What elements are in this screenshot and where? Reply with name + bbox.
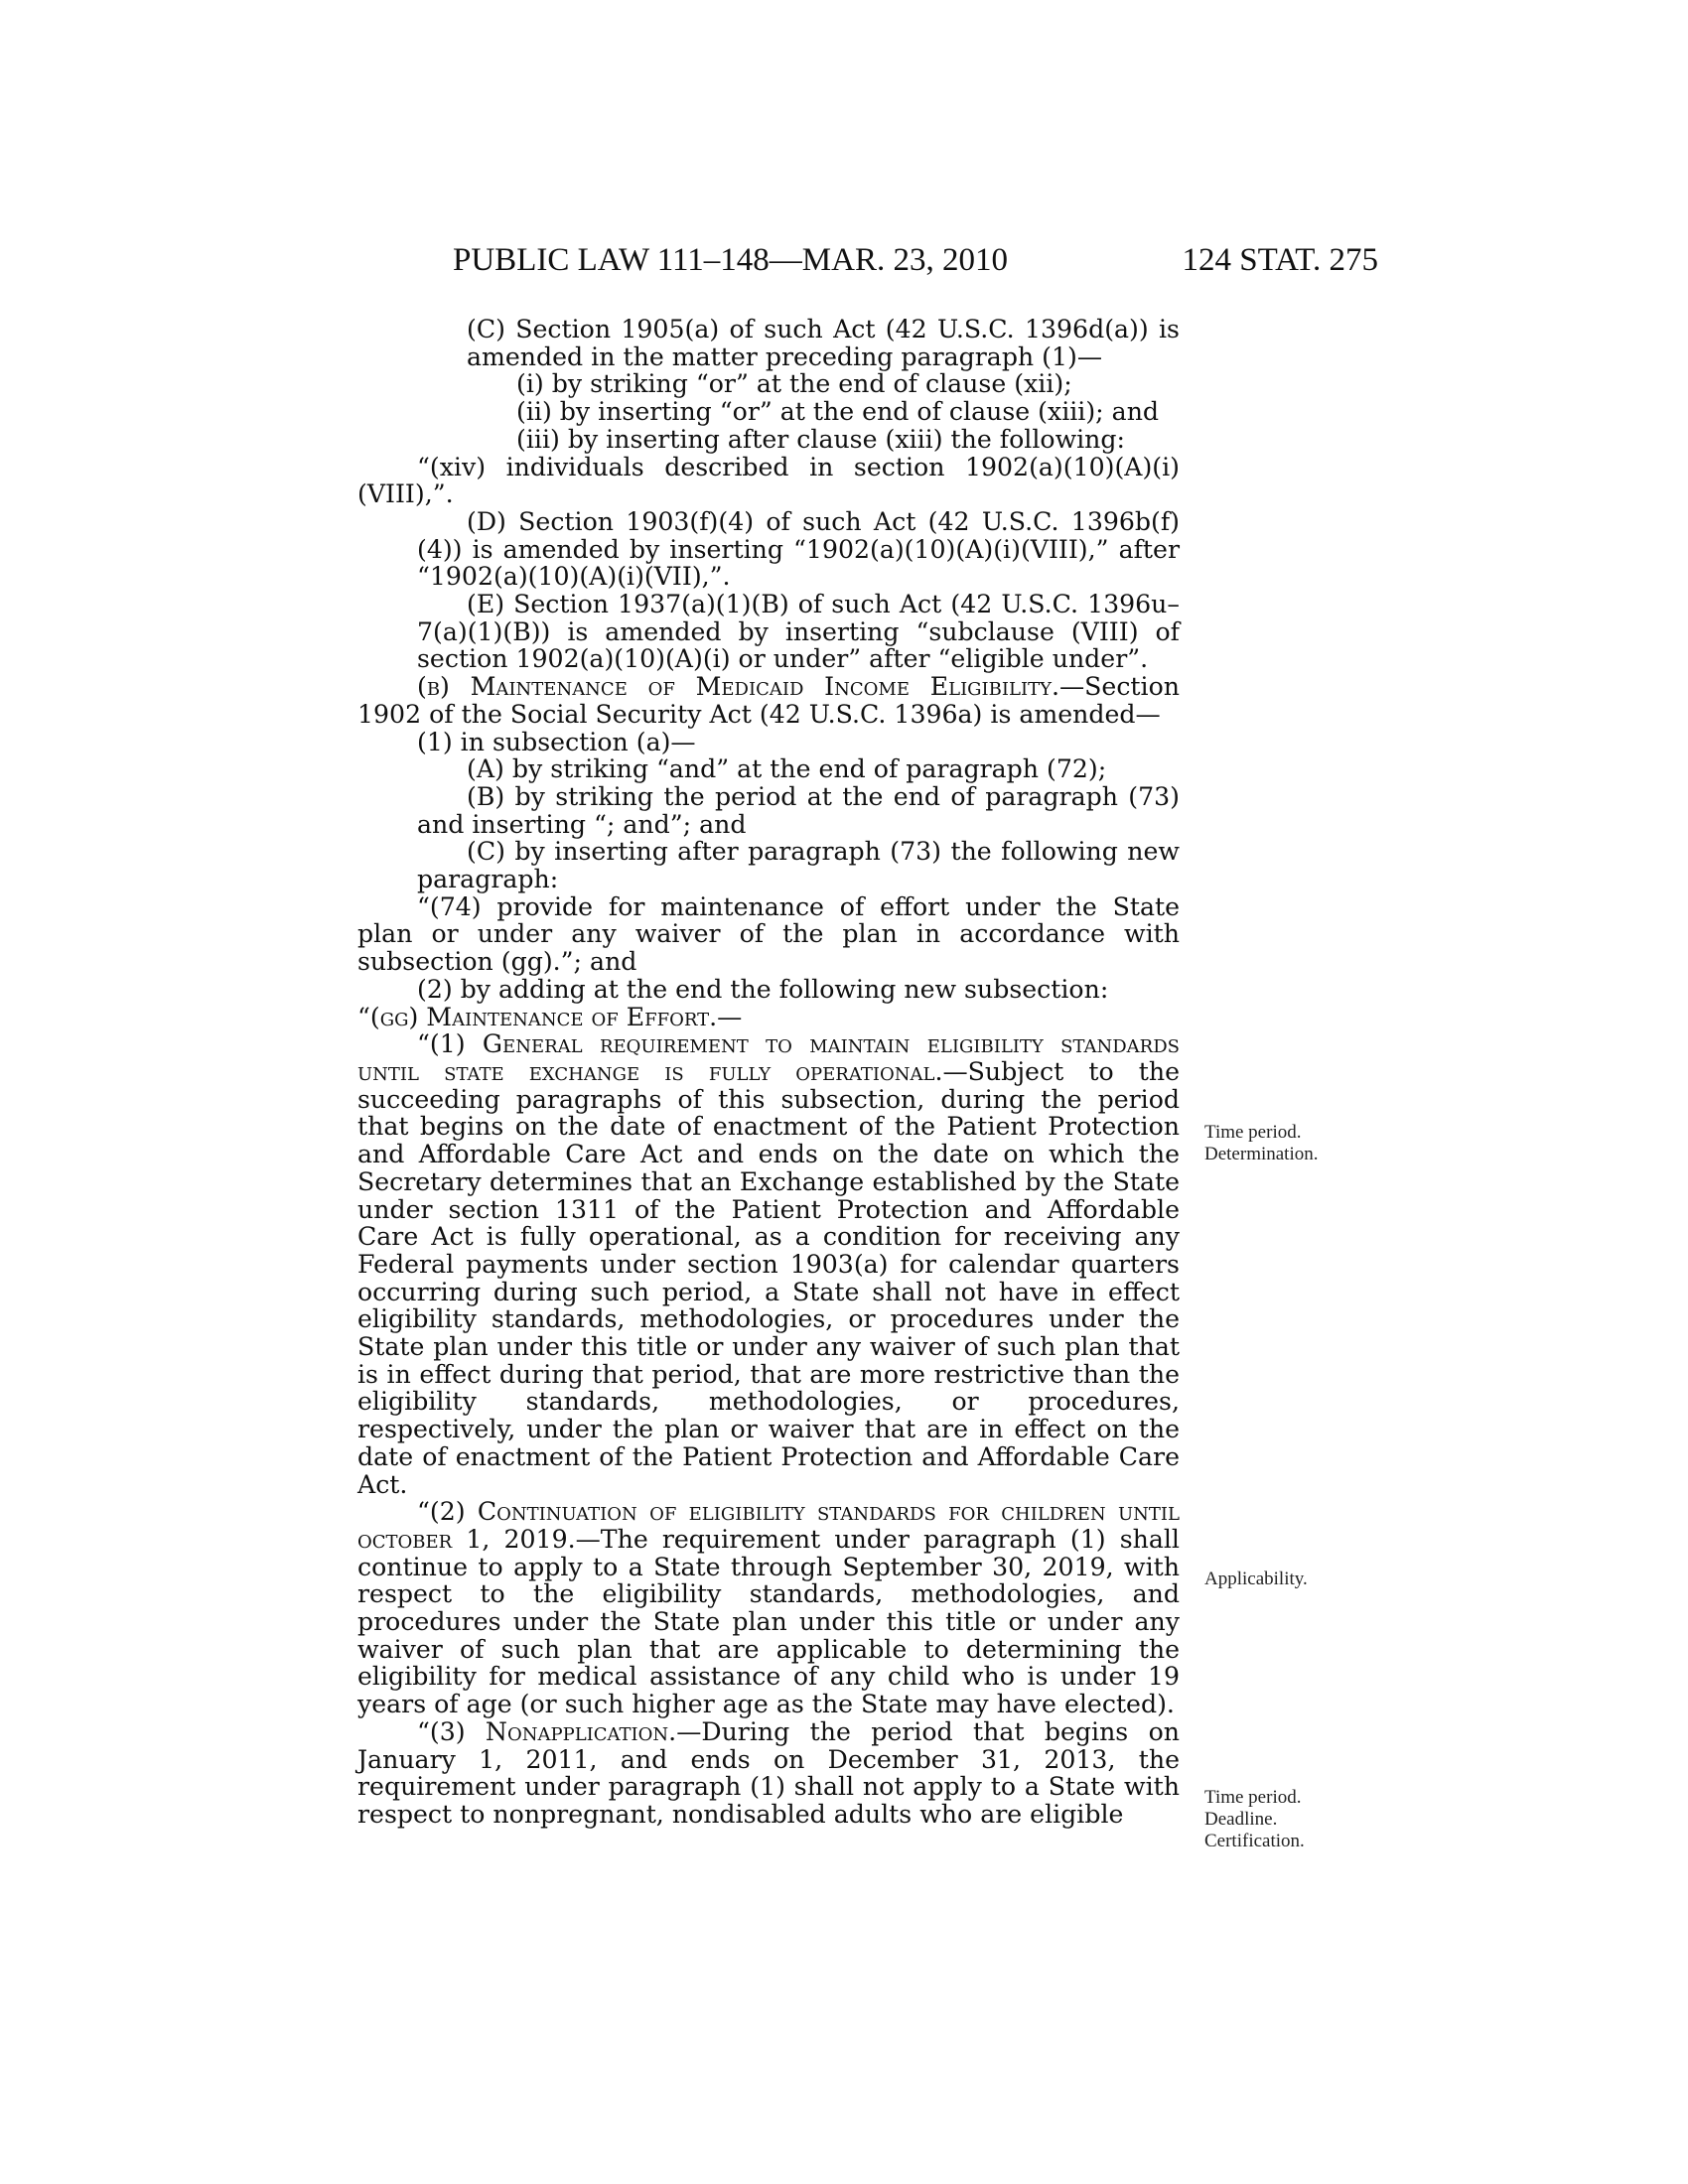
para-c-ii: (ii) by inserting “or” at the end of clause (xiii); and (516, 397, 1160, 427)
para-74: “(74) provide for maintenance of effort under the State plan or under any waiver of the plan in accordance with subsection (gg).”; and (357, 891, 1180, 977)
margin-note-time-period-deadline-certification (1204, 1787, 1343, 1852)
para-c-iii: (iii) by inserting after clause (xiii) the following: (516, 424, 1126, 454)
para-gg2-heading: “(2) Continuation of eligibility standards for children until october 1, 2019. (357, 1497, 1180, 1554)
para-gg3-text: —During the period that begins on January 1, 2011, and ends on December 31, 2013, the requirement under paragraph (1) shall not apply to a State with respect to nonpregnant, nondisabled adults who are eligible (357, 1716, 1180, 1829)
subsection-b (357, 673, 1180, 728)
subsection-b-text: —Section 1902 of the Social Security Act (42 U.S.C. 1396a) is amended— (357, 672, 1180, 729)
document-body (357, 316, 1180, 1829)
margin-note-applicability (1204, 1569, 1343, 1590)
para-gg3-heading: “(3) Nonapplication. (417, 1716, 677, 1746)
para-e: (E) Section 1937(a)(1)(B) of such Act (42 U.S.C. 1396u–7(a)(1)(B)) is amended by inserting “subclause (VIII) of section 1902(a)(10)(A)(i) or under” after “eligible under”. (417, 590, 1180, 674)
para-b1-a: (A) by striking “and” at the end of paragraph (72); (467, 754, 1107, 784)
para-c-i: (i) by striking “or” at the end of clause (xii); (516, 369, 1072, 399)
para-b2: (2) by adding at the end the following new subsection: (417, 974, 1109, 1004)
para-b1-c: (C) by inserting after paragraph (73) the following new paragraph: (417, 837, 1180, 894)
margin-note-time-period-determination (1204, 1122, 1343, 1165)
margin-note-line: Deadline. (1204, 1809, 1278, 1830)
para-gg3 (357, 1718, 1180, 1829)
margin-note-line: Determination. (1204, 1144, 1319, 1164)
para-b1: (1) in subsection (a)— (417, 727, 696, 756)
margin-note-line: Certification. (1204, 1831, 1305, 1851)
para-c-iii-text: “(xiv) individuals described in section 1902(a)(10)(A)(i)(VIII),”. (357, 452, 1180, 509)
para-c: (C) Section 1905(a) of such Act (42 U.S.C. 1396d(a)) is amended in the matter preceding paragraph (1)— (467, 315, 1180, 371)
statute-page: 124 STAT. 275 (1182, 242, 1378, 278)
para-d: (D) Section 1903(f)(4) of such Act (42 U.S.C. 1396b(f)(4)) is amended by inserting “1902(a)(10)(A)(i)(VIII),” after “1902(a)(10)(A)(i)(VII),”. (417, 506, 1180, 592)
para-gg2-text: —The requirement under paragraph (1) shall continue to apply to a State through September 30, 2019, with respect to the eligibility standards, methodologies, and procedures under the State plan under this title or under any waiver of such plan that are applicable to determining the eligibility for medical assistance of any child who is under 19 years of age (or such higher age as the State may have elected). (357, 1524, 1180, 1719)
page-header (453, 242, 1378, 286)
law-title: PUBLIC LAW 111–148—MAR. 23, 2010 (453, 242, 1008, 278)
margin-note-line: Time period. (1204, 1122, 1302, 1143)
para-gg1 (357, 1030, 1180, 1498)
para-gg1-text: —Subject to the succeeding paragraphs of this subsection, during the period that begins on the date of enactment of the Patient Protection and Affordable Care Act and ends on the date on which the Secretary determines that an Exchange established by the State under section 1311 of the Patient Protection and Affordable Care Act is fully operational, as a condition for receiving any Federal payments under section 1903(a) for calendar quarters occurring during such period, a State shall not have in effect eligibility standards, methodologies, or procedures under the State plan under this title or under any waiver of such plan that is in effect during that period, that are more restrictive than the eligibility standards, methodologies, or procedures, respectively, under the plan or waiver that are in effect on the date of enactment of the Patient Protection and Affordable Care Act. (357, 1056, 1180, 1499)
para-b1-b: (B) by striking the period at the end of paragraph (73) and inserting “; and”; and (417, 781, 1180, 839)
para-gg1-heading: “(1) General requirement to maintain eligibility standards until state exchange is fully operational. (357, 1029, 1180, 1086)
subsection-b-heading: (b) Maintenance of Medicaid Income Eligibility. (417, 672, 1059, 702)
subsection-gg-heading: “(gg) Maintenance of Effort.— (357, 1002, 743, 1031)
margin-note-line: Applicability. (1204, 1569, 1308, 1589)
margin-note-line: Time period. (1204, 1787, 1302, 1808)
para-gg2 (357, 1498, 1180, 1718)
